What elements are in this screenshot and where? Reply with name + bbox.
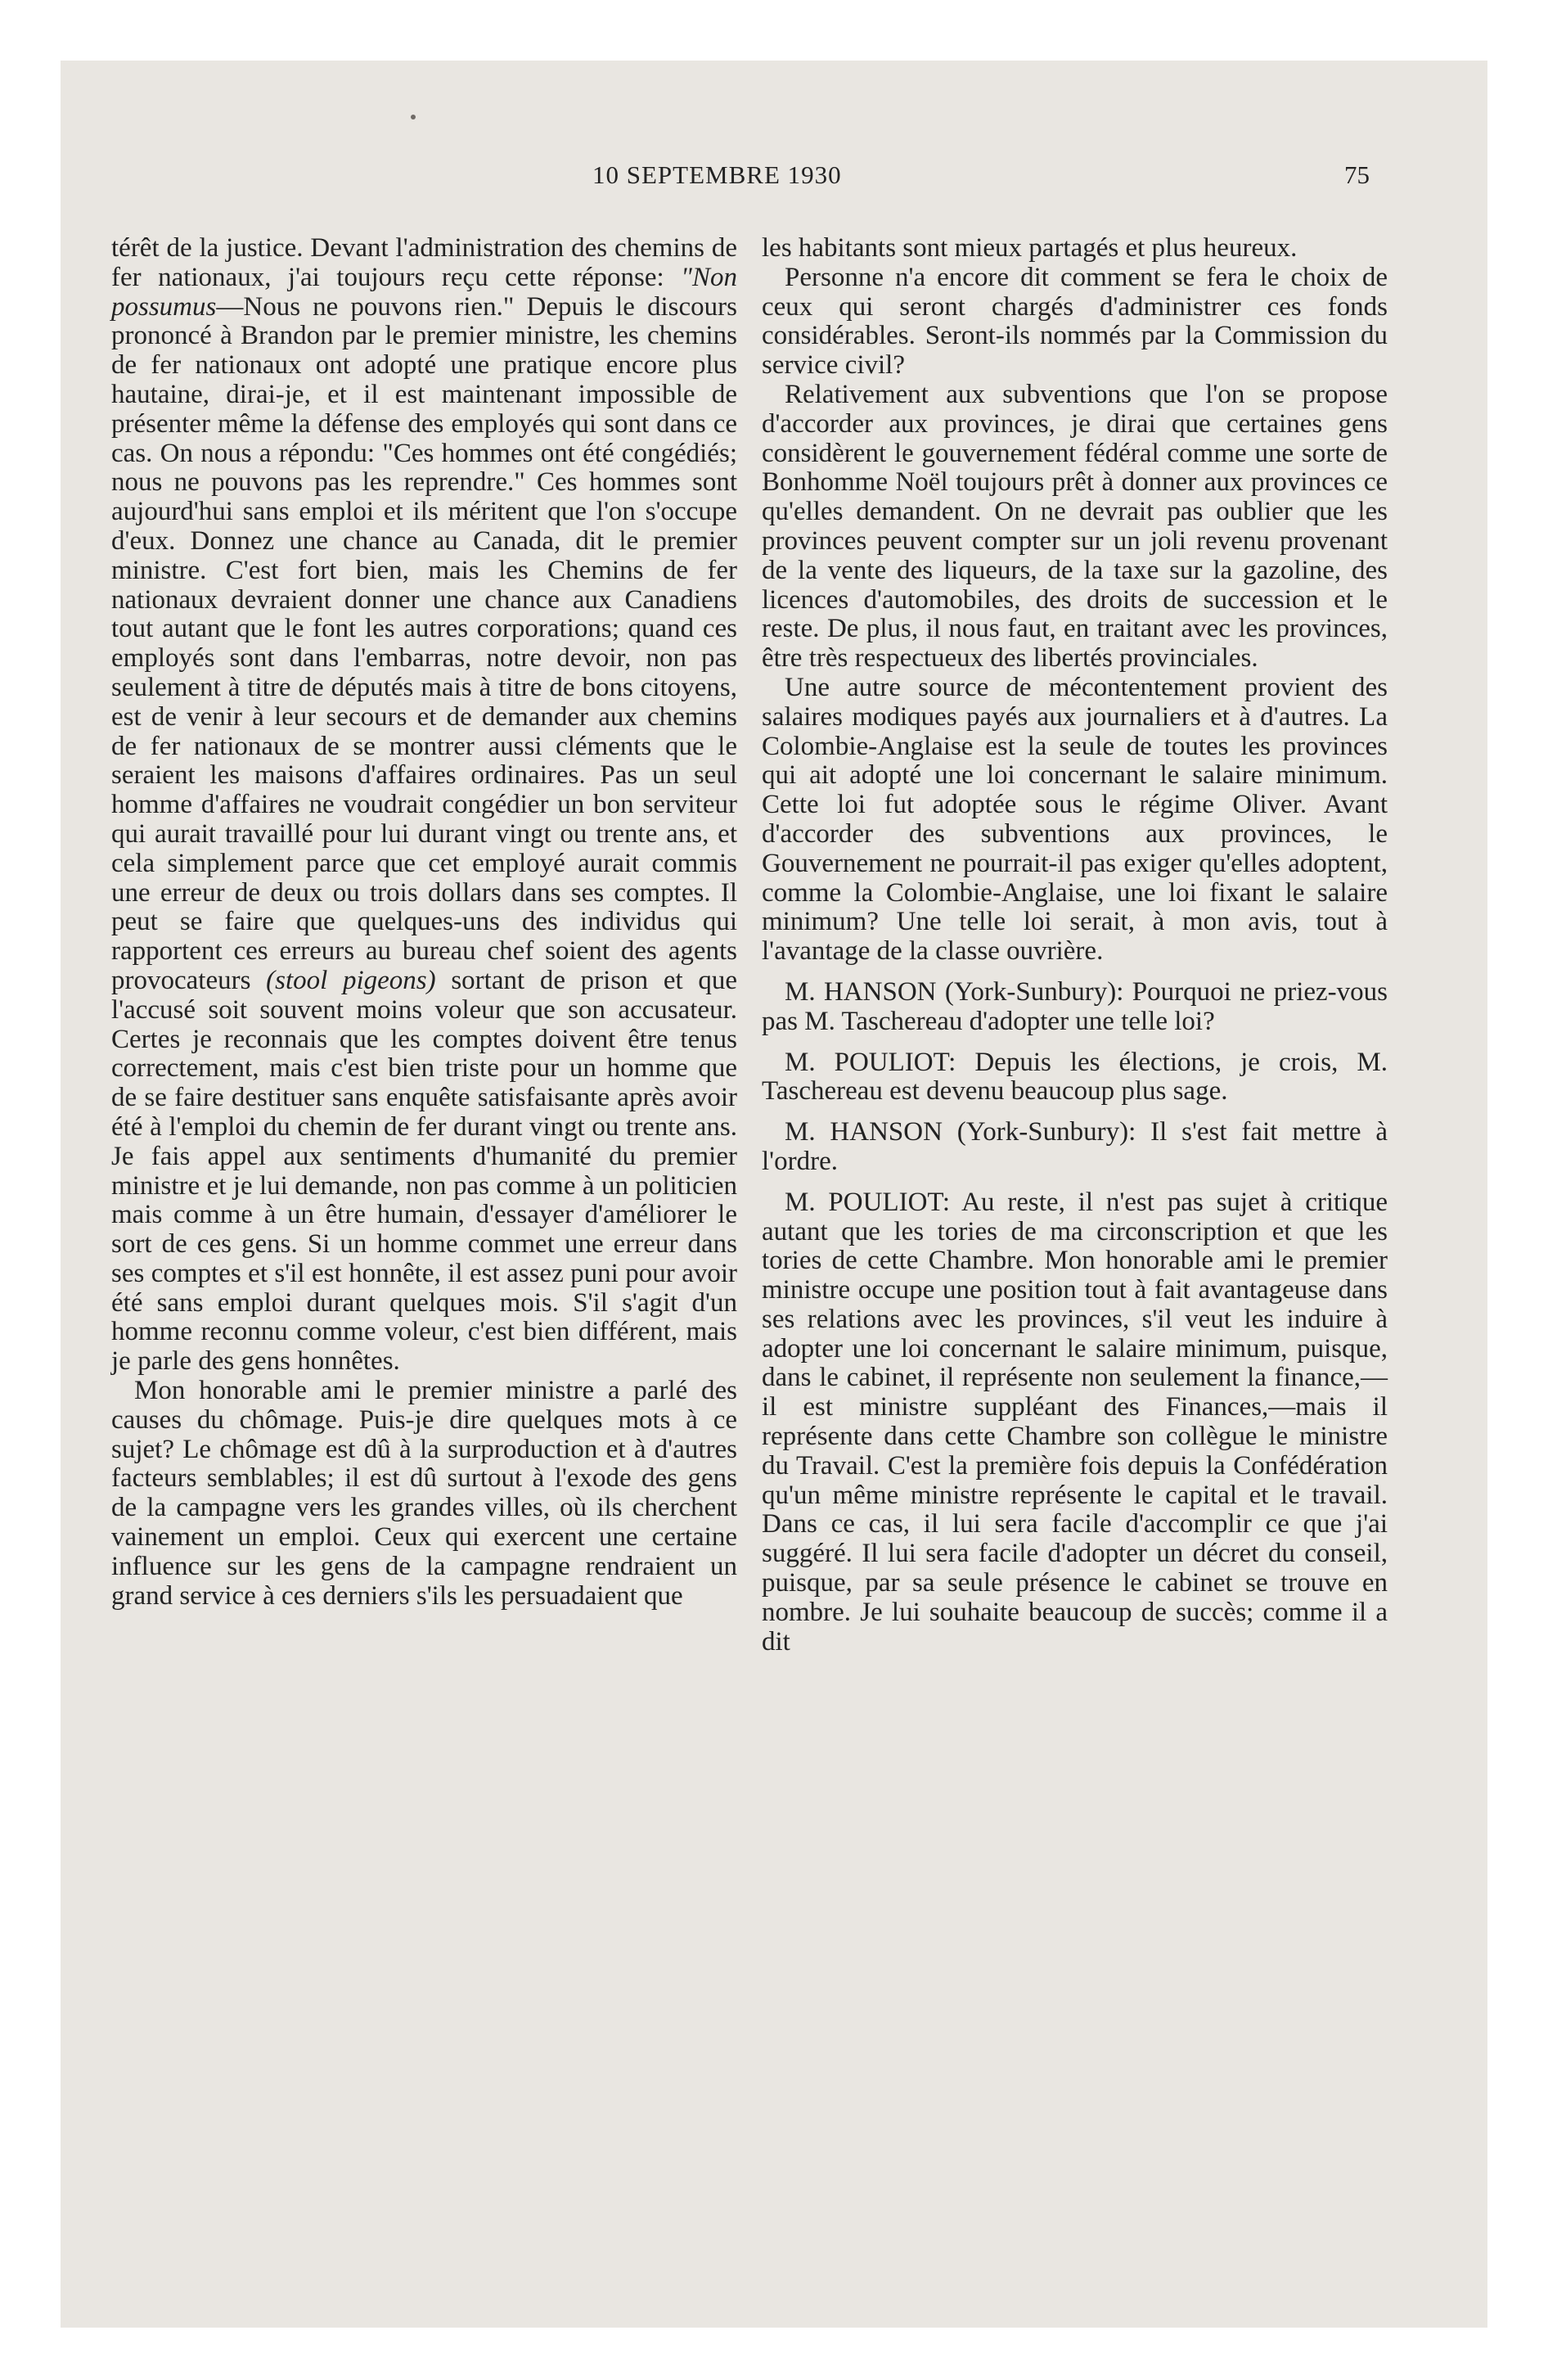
right-paragraph-4: Une autre source de mécontentement provient des salaires modiques payés aux journaliers et à d'autres. La Colombie-Anglaise est la seule de toutes les provinces qui ait adopté une loi concernant le salaire minimum. Cette loi fut adoptée sous le régime Oliver. Avant d'accorder des subventions aux provinces, le Gouvernement ne pourrait-il pas exiger qu'elles adoptent, comme la Colombie-Anglaise, une loi fixant le salaire minimum? Une telle loi serait, à mon avis, tout à l'avantage de la classe ouvrière. [762, 672, 1388, 967]
right-column [762, 234, 1388, 1657]
page-header [61, 160, 1370, 200]
text-run: sortant de prison et que l'accusé soit souvent moins voleur que son accusateur. Certes je reconnais que les comptes doivent être tenus correctement, mais c'est bien triste pour un homme que de se faire destituer sans enquête satisfaisante après avoir été à l'emploi du chemin de fer durant vingt ou trente ans. Je fais appel aux sentiments d'humanité du premier ministre et je lui demande, non pas comme à un politicien mais comme à un être humain, d'essayer d'améliorer le sort de ces gens. Si un homme commet une erreur dans ses comptes et s'il est honnête, il est assez puni pour avoir été sans emploi durant quelques mois. S'il s'agit d'un homme reconnu comme voleur, c'est bien différent, mais je parle des gens honnêtes. [111, 965, 737, 1377]
left-paragraph-2: Mon honorable ami le premier ministre a parlé des causes du chômage. Puis-je dire quelques mots à ce sujet? Le chômage est dû à la surproduction et à d'autres facteurs semblables; il est dû surtout à l'exode des gens de la campagne vers les grandes villes, où ils cherchent vainement un emploi. Ceux qui exercent une certaine influence sur les gens de la campagne rendraient un grand service à ces derniers s'ils les persuadaient que [111, 1376, 737, 1611]
right-paragraph-2: Personne n'a encore dit comment se fera le choix de ceux qui seront chargés d'administrer ces fonds considérables. Seront-ils nommés par la Commission du service civil? [762, 262, 1388, 381]
right-paragraph-7: M. HANSON (York-Sunbury): Il s'est fait mettre à l'ordre. [762, 1117, 1388, 1176]
right-paragraph-8: M. POULIOT: Au reste, il n'est pas sujet à critique autant que les tories de ma circonscription et que les tories de cette Chambre. Mon honorable ami le premier ministre occupe une position tout à fait avantageuse dans ses relations avec les provinces, s'il veut les induire à adopter une loi concernant le salaire minimum, puisque, dans le cabinet, il représente non seulement la finance,—il est ministre suppléant des Finances,—mais il représente dans cette Chambre son collègue le ministre du Travail. C'est la première fois depuis la Confédération qu'un même ministre représente le capital et le travail. Dans ce cas, il lui sera facile d'accomplir ce que j'ai suggéré. Il lui sera facile d'adopter un décret du conseil, puisque, par sa seule présence le cabinet se trouve en nombre. Je lui souhaite beaucoup de succès; comme il a dit [762, 1187, 1388, 1657]
scan-speck [411, 115, 416, 119]
text-run: —Nous ne pouvons rien." Depuis le discours prononcé à Brandon par le premier ministre, les chemins de fer nationaux ont adopté une pratique encore plus hautaine, dirai-je, et il est maintenant impossible de présenter même la défense des employés qui sont dans ce cas. On nous a répondu: "Ces hommes ont été congédiés; nous ne pouvons pas les reprendre." Ces hommes sont aujourd'hui sans emploi et ils méritent que l'on s'occupe d'eux. Donnez une chance au Canada, dit le premier ministre. C'est fort bien, mais les Chemins de fer nationaux devraient donner une chance aux Canadiens tout autant que le font les autres corporations; quand ces employés sont dans l'embarras, notre devoir, non pas seulement à titre de députés mais à titre de bons citoyens, est de venir à leur secours et de demander aux chemins de fer nationaux de se montrer aussi cléments que le seraient les maisons d'affaires ordinaires. Pas un seul homme d'affaires ne voudrait congédier un bon serviteur qui aurait travaillé pour lui durant vingt ou trente ans, et cela simplement parce que cet employé aurait commis une erreur de deux ou trois dollars dans ses comptes. Il peut se faire que quelques-uns des individus qui rapportent ces erreurs au bureau chef soient des agents provocateurs [111, 291, 737, 995]
left-column [111, 234, 737, 1611]
italic-term: (stool pigeons) [266, 965, 436, 995]
right-paragraph-1: les habitants sont mieux partagés et plus heureux. [762, 233, 1298, 263]
latin-quote: "Non possumus [111, 262, 737, 322]
right-paragraph-6: M. POULIOT: Depuis les élections, je crois, M. Taschereau est devenu beaucoup plus sage. [762, 1047, 1388, 1107]
header-date: 10 SEPTEMBRE 1930 [592, 160, 842, 189]
left-paragraph-1 [111, 234, 737, 1377]
text-run: térêt de la justice. Devant l'administration des chemins de fer nationaux, j'ai toujours reçu cette réponse: [111, 233, 737, 292]
page-number: 75 [1344, 160, 1370, 189]
right-paragraph-5: M. HANSON (York-Sunbury): Pourquoi ne priez-vous pas M. Taschereau d'adopter une telle loi? [762, 976, 1388, 1036]
right-paragraph-3: Relativement aux subventions que l'on se propose d'accorder aux provinces, je dirai que certaines gens considèrent le gouvernement fédéral comme une sorte de Bonhomme Noël toujours prêt à donner aux provinces ce qu'elles demandent. On ne devrait pas oublier que les provinces peuvent compter sur un joli revenu provenant de la vente des liqueurs, de la taxe sur la gazoline, des licences d'automobiles, des droits de succession et le reste. De plus, il nous faut, en traitant avec les provinces, être très respectueux des libertés provinciales. [762, 379, 1388, 674]
